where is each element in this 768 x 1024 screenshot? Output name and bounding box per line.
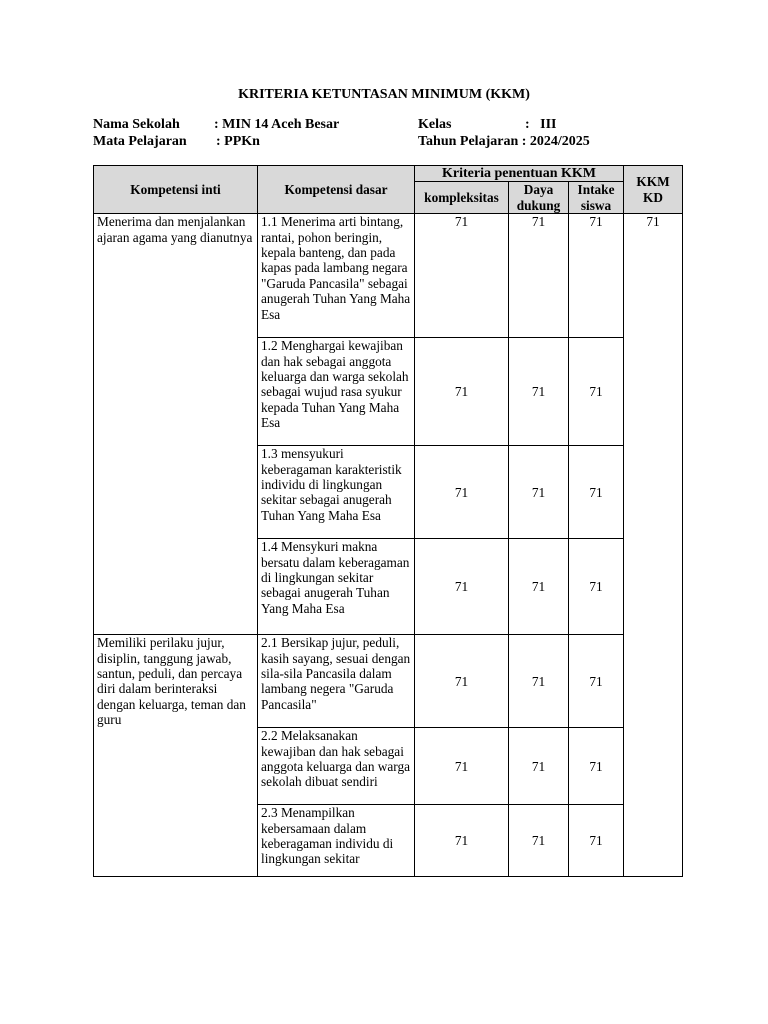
kompetensi-dasar-cell: 1.4 Mensykuri makna bersatu dalam keberagaman di lingkungan sekitar sebagai anugerah Tuhan Yang Maha Esa [258,539,415,635]
kompleksitas-value: 71 [415,728,509,805]
kompetensi-inti-cell: Menerima dan menjalankan ajaran agama yang dianutnya [94,214,258,635]
kelas-label: Kelas [418,117,452,132]
kompetensi-dasar-cell: 1.2 Menghargai kewajiban dan hak sebagai anggota keluarga dan warga sekolah sebagai wujud rasa syukur kepada Tuhan Yang Maha Esa [258,338,415,446]
kompetensi-dasar-cell: 2.1 Bersikap jujur, peduli, kasih sayang, sesuai dengan sila-sila Pancasila dalam lambang negera "Garuda Pancasila" [258,635,415,728]
mata-pelajaran-label: Mata Pelajaran [93,134,187,149]
kompleksitas-value: 71 [415,214,509,338]
header-kkm-kd: KKM KD [624,166,683,214]
header-intake-siswa: Intake siswa [569,182,624,214]
kompleksitas-value: 71 [415,805,509,877]
kompetensi-dasar-cell: 2.2 Melaksanakan kewajiban dan hak sebagai anggota keluarga dan warga sekolah dibuat sendiri [258,728,415,805]
kompleksitas-value: 71 [415,446,509,539]
daya-dukung-value: 71 [509,635,569,728]
daya-dukung-value: 71 [509,446,569,539]
nama-sekolah-value: : MIN 14 Aceh Besar [214,117,340,132]
table-row [94,214,683,338]
daya-dukung-value: 71 [509,539,569,635]
table-row [94,635,683,728]
table-body [94,214,683,877]
nama-sekolah-label: Nama Sekolah [93,117,180,132]
header-kompleksitas: kompleksitas [415,182,509,214]
header-kriteria: Kriteria penentuan KKM [415,166,624,182]
header-kompetensi-inti: Kompetensi inti [94,166,258,214]
daya-dukung-value: 71 [509,214,569,338]
kompetensi-inti-cell: Memiliki perilaku jujur, disiplin, tanggung jawab, santun, peduli, dan percaya diri dalam berinteraksi dengan keluarga, teman dan guru [94,635,258,877]
kompleksitas-value: 71 [415,539,509,635]
daya-dukung-value: 71 [509,338,569,446]
daya-dukung-value: 71 [509,805,569,877]
intake-siswa-value: 71 [569,446,624,539]
header-daya-dukung: Daya dukung [509,182,569,214]
intake-siswa-value: 71 [569,805,624,877]
intake-siswa-value: 71 [569,338,624,446]
intake-siswa-value: 71 [569,635,624,728]
kompetensi-dasar-cell: 2.3 Menampilkan kebersamaan dalam keberagaman individu di lingkungan sekitar [258,805,415,877]
daya-dukung-value: 71 [509,728,569,805]
kompleksitas-value: 71 [415,635,509,728]
document-title: KRITERIA KETUNTASAN MINIMUM (KKM) [238,87,530,102]
tahun-pelajaran: Tahun Pelajaran : 2024/2025 [418,134,590,149]
kkm-table [93,165,683,877]
intake-siswa-value: 71 [569,214,624,338]
intake-siswa-value: 71 [569,728,624,805]
kkm-kd-value: 71 [624,214,683,877]
table-header [94,166,683,214]
kompleksitas-value: 71 [415,338,509,446]
intake-siswa-value: 71 [569,539,624,635]
kompetensi-dasar-cell: 1.3 mensyukuri keberagaman karakteristik individu di lingkungan sekitar sebagai anugerah Tuhan Yang Maha Esa [258,446,415,539]
header-kompetensi-dasar: Kompetensi dasar [258,166,415,214]
kompetensi-dasar-cell: 1.1 Menerima arti bintang, rantai, pohon beringin, kepala banteng, dan pada kapas pada lambang negara "Garuda Pancasila" sebagai anugerah Tuhan Yang Maha Esa [258,214,415,338]
kelas-value: : III [525,117,557,132]
mata-pelajaran-value: : PPKn [216,134,260,149]
